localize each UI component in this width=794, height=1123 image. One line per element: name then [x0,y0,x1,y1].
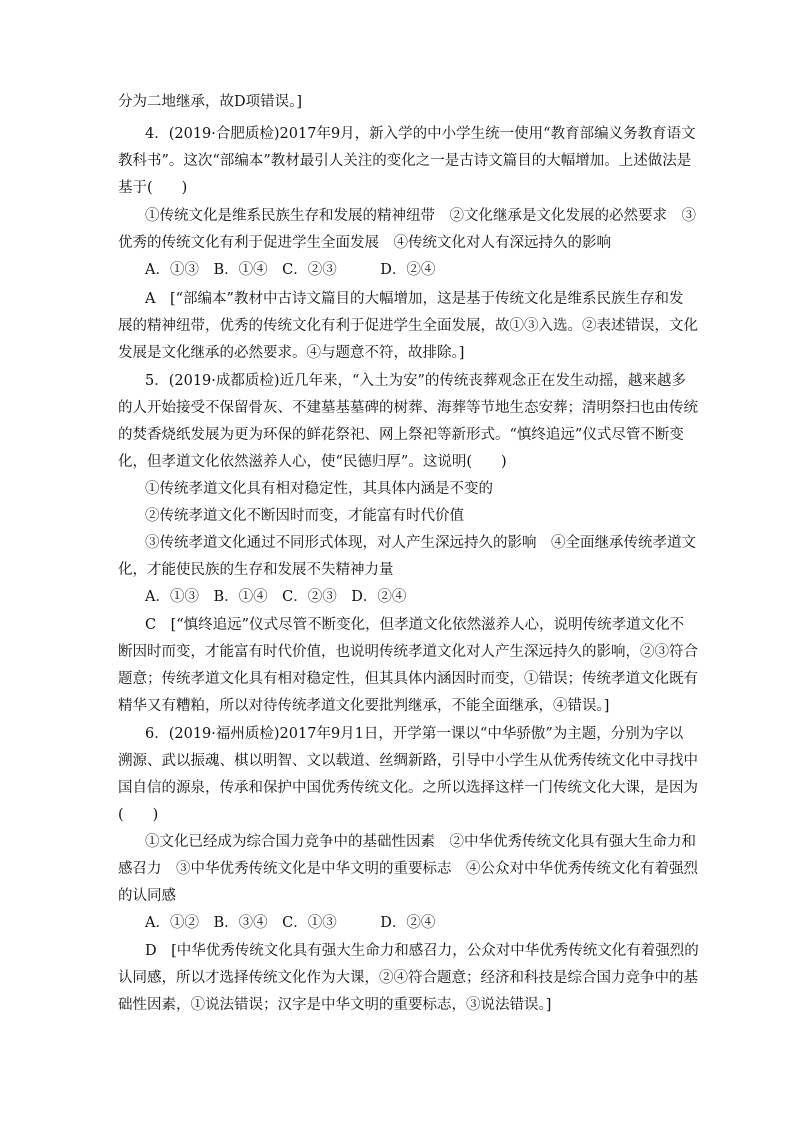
q4-stem-line-3: 基于( ) [118,180,188,196]
q5-answer-line-1: C [“慎终追远”仪式尽管不断变化，但孝道文化依然滋养人心，说明传统孝道文化不 [145,617,685,633]
q5-item-2: ②传统孝道文化不断因时而变，才能富有时代价值 [145,508,464,524]
q4-item-line-1: ①传统文化是维系民族生存和发展的精神纽带 ②文化继承是文化发展的必然要求 ③ [145,208,696,224]
q5-answer-line-4: 精华又有糟粕，所以对待传统孝道文化要批判继承，不能全面继承，④错误。] [118,698,610,714]
q6-answer-line-2: 认同感，所以才选择传统文化作为大课，②④符合题意；经济和科技是综合国力竞争中的基 [118,970,698,986]
q5-item-3: ③传统孝道文化通过不同形式体现，对人产生深远持久的影响 ④全面继承传统孝道文 [145,535,696,551]
q5-item-4: 化，才能使民族的生存和发展不失精神力量 [118,562,394,578]
q4-stem-line-1: 4．(2019·合肥质检)2017年9月，新入学的中小学生统一使用“教育部编义务教育语文 [145,126,696,142]
q6-stem-line-4: ( ) [118,807,159,823]
q5-answer-line-3: 题意；传统孝道文化具有相对稳定性，但其具体内涵因时而变，①错误；传统孝道文化既有 [118,671,698,687]
q4-answer-line-3: 发展是文化继承的必然要求。④与题意不符，故排除。] [118,345,465,361]
q6-stem-line-3: 国自信的源泉，传承和保护中国优秀传统文化。之所以选择这样一门传统文化大课，是因为 [118,780,698,796]
answer-tail-line: 分为二地继承，故D项错误。] [118,94,303,110]
q4-stem-line-2: 教科书”。这次“部编本”教材最引人关注的变化之一是古诗文篇目的大幅增加。上述做法是 [118,153,692,169]
q6-stem-line-1: 6．(2019·福州质检)2017年9月1日，开学第一课以“中华骄傲”为主题，分别为字以 [145,726,684,742]
q5-stem-line-3: 的焚香烧纸发展为更为环保的鲜花祭祀、网上祭祀等新形式。“慎终追远”仪式尽管不断变 [118,427,684,443]
q6-item-line-1: ①文化已经成为综合国力竞争中的基础性因素 ②中华优秀传统文化具有强大生命力和 [145,834,696,850]
q6-options: A．①② B．③④ C．①③ D．②④ [145,915,436,931]
q6-answer-line-3: 础性因素，①说法错误；汉字是中华文明的重要标志，③说法错误。] [118,997,552,1013]
q6-item-line-2: 感召力 ③中华优秀传统文化是中华文明的重要标志 ④公众对中华优秀传统文化有着强烈 [118,861,698,877]
q5-options: A．①③ B．①④ C．②③ D．②④ [145,589,407,605]
q5-stem-line-2: 的人开始接受不保留骨灰、不建墓基墓碑的树葬、海葬等节地生态安葬；清明祭扫也由传统 [118,400,698,416]
q5-stem-line-1: 5．(2019·成都质检)近几年来，“入土为安”的传统丧葬观念正在发生动摇，越来越多 [145,373,686,389]
q5-stem-line-4: 化，但孝道文化依然滋养人心，使“民德归厚”。这说明( ) [118,454,507,470]
q4-answer-line-2: 展的精神纽带，优秀的传统文化有利于促进学生全面发展，故①③入选。②表述错误，文化 [118,318,698,334]
q6-stem-line-2: 溯源、武以振魂、棋以明智、文以载道、丝绸新路，引导中小学生从优秀传统文化中寻找中 [118,753,698,769]
q4-answer-line-1: A [“部编本”教材中古诗文篇目的大幅增加，这是基于传统文化是维系民族生存和发 [145,291,684,307]
q4-item-line-2: 优秀的传统文化有利于促进学生全面发展 ④传统文化对人有深远持久的影响 [118,235,611,251]
q4-options: A．①③ B．①④ C．②③ D．②④ [145,262,436,278]
q6-answer-line-1: D [中华优秀传统文化具有强大生命力和感召力，公众对中华优秀传统文化有着强烈的 [145,943,699,959]
q6-item-line-3: 的认同感 [118,888,176,904]
q5-item-1: ①传统孝道文化具有相对稳定性，其具体内涵是不变的 [145,481,493,497]
q5-answer-line-2: 断因时而变，才能富有时代价值，也说明传统孝道文化对人产生深远持久的影响，②③符合 [118,644,698,660]
